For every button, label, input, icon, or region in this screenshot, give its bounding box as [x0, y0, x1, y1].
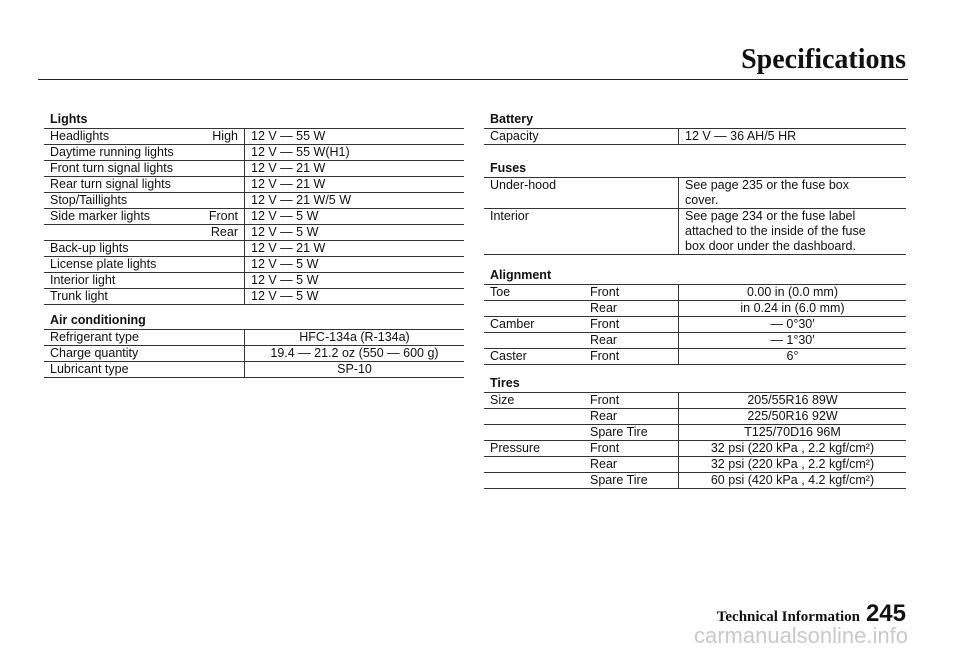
sub-label: Spare Tire: [590, 473, 648, 487]
tires-heading: Tires: [490, 376, 520, 390]
table-row: [44, 241, 464, 257]
table-row: [484, 317, 906, 333]
value-cell: 12 V — 55 W: [245, 129, 465, 145]
item-cell: [44, 161, 245, 177]
value-cell: 32 psi (220 kPa , 2.2 kgf/cm²): [679, 441, 907, 457]
item-label: Side marker lights: [50, 209, 151, 223]
item-label: Caster: [490, 349, 527, 363]
item-label: Lubricant type: [50, 362, 129, 376]
item-cell: [44, 145, 245, 161]
item-cell: [44, 209, 245, 225]
value-cell: T125/70D16 96M: [679, 425, 907, 441]
value-cell: [679, 209, 907, 255]
table-row: [484, 285, 906, 301]
value-cell: 12 V — 21 W/5 W: [245, 193, 465, 209]
table-row: [484, 209, 906, 255]
battery-table: [484, 128, 906, 145]
item-label: Rear turn signal lights: [50, 177, 171, 191]
alignment-table: [484, 284, 906, 365]
sub-label: Rear: [590, 333, 618, 347]
table-row: [484, 349, 906, 365]
table-row: [44, 257, 464, 273]
value-cell: 12 V — 55 W(H1): [245, 145, 465, 161]
value-cell: 6°: [679, 349, 907, 365]
alignment-heading: Alignment: [490, 268, 552, 282]
item-label: Under-hood: [490, 178, 557, 192]
fuses-heading: Fuses: [490, 161, 527, 175]
value-cell: 12 V — 5 W: [245, 225, 465, 241]
item-cell: [484, 409, 679, 425]
item-cell: [44, 225, 245, 241]
table-row: [44, 346, 464, 362]
sub-label: Rear: [590, 301, 618, 315]
item-cell: [484, 301, 679, 317]
table-row: [44, 161, 464, 177]
tires-table: [484, 392, 906, 489]
sub-label: High: [212, 129, 238, 143]
value-cell: 12 V — 36 AH/5 HR: [679, 129, 907, 145]
table-row: [44, 362, 464, 378]
item-label: Stop/Taillights: [50, 193, 128, 207]
item-cell: [44, 129, 245, 145]
table-row: [484, 441, 906, 457]
value-cell: 205/55R16 89W: [679, 393, 907, 409]
item-cell: [484, 333, 679, 349]
item-cell: [484, 317, 679, 333]
sub-label: Spare Tire: [590, 425, 648, 439]
table-row: [484, 333, 906, 349]
table-row: [44, 225, 464, 241]
sub-label: Front: [590, 285, 620, 299]
item-cell: [484, 129, 679, 145]
table-row: [44, 129, 464, 145]
item-label: Refrigerant type: [50, 330, 139, 344]
table-row: [44, 177, 464, 193]
table-row: [44, 330, 464, 346]
item-cell: [484, 209, 679, 255]
value-cell: 0.00 in (0.0 mm): [679, 285, 907, 301]
lights-heading: Lights: [50, 112, 88, 126]
value-cell: in 0.24 in (6.0 mm): [679, 301, 907, 317]
item-label: Interior: [490, 209, 529, 223]
item-cell: [44, 257, 245, 273]
table-row: [484, 473, 906, 489]
item-label: Capacity: [490, 129, 539, 143]
sub-label: Front: [590, 349, 620, 363]
item-cell: [484, 285, 679, 301]
item-label: Trunk light: [50, 289, 108, 303]
value-cell: 12 V — 5 W: [245, 209, 465, 225]
table-row: [44, 145, 464, 161]
table-row: [484, 393, 906, 409]
table-row: [44, 209, 464, 225]
item-label: Front turn signal lights: [50, 161, 173, 175]
value-cell: 60 psi (420 kPa , 4.2 kgf/cm²): [679, 473, 907, 489]
ac-table: [44, 329, 464, 378]
item-cell: [44, 177, 245, 193]
page-title: Specifications: [741, 44, 906, 75]
item-label: Daytime running lights: [50, 145, 174, 159]
item-cell: [44, 346, 245, 362]
item-cell: [44, 289, 245, 305]
value-cell: 12 V — 5 W: [245, 289, 465, 305]
value-cell: — 1°30′: [679, 333, 907, 349]
value-cell: 19.4 — 21.2 oz (550 — 600 g): [245, 346, 465, 362]
item-label: Pressure: [490, 441, 541, 455]
value-line: attached to the inside of the fuse: [685, 224, 866, 238]
item-cell: [484, 393, 679, 409]
item-label: Size: [490, 393, 515, 407]
table-row: [484, 457, 906, 473]
item-cell: [44, 241, 245, 257]
table-row: [484, 301, 906, 317]
item-label: Back-up lights: [50, 241, 129, 255]
value-cell: 12 V — 21 W: [245, 177, 465, 193]
sub-label: Front: [590, 393, 620, 407]
item-cell: [484, 441, 679, 457]
value-cell: — 0°30′: [679, 317, 907, 333]
value-cell: 225/50R16 92W: [679, 409, 907, 425]
item-label: Toe: [490, 285, 511, 299]
item-label: Charge quantity: [50, 346, 139, 360]
table-row: [44, 289, 464, 305]
sub-label: Rear: [210, 225, 238, 239]
fuses-table: [484, 177, 906, 255]
item-cell: [484, 457, 679, 473]
page-number: 245: [865, 600, 906, 627]
item-cell: [44, 273, 245, 289]
value-cell: 12 V — 5 W: [245, 273, 465, 289]
table-row: [484, 178, 906, 209]
item-cell: [44, 362, 245, 378]
item-label: Camber: [490, 317, 535, 331]
watermark: carmanualsonline.info: [693, 623, 908, 648]
table-row: [44, 193, 464, 209]
value-cell: [679, 178, 907, 209]
item-label: License plate lights: [50, 257, 157, 271]
item-cell: [44, 330, 245, 346]
sub-label: Front: [590, 317, 620, 331]
sub-label: Rear: [590, 457, 618, 471]
item-label: Interior light: [50, 273, 116, 287]
battery-heading: Battery: [490, 112, 534, 126]
sub-label: Rear: [590, 409, 618, 423]
item-cell: [484, 349, 679, 365]
header-rule: [38, 79, 908, 80]
ac-heading: Air conditioning: [50, 313, 146, 327]
value-cell: 32 psi (220 kPa , 2.2 kgf/cm²): [679, 457, 907, 473]
value-line: box door under the dashboard.: [685, 239, 856, 253]
value-cell: 12 V — 21 W: [245, 161, 465, 177]
sub-label: Front: [590, 441, 620, 455]
lights-table: [44, 128, 464, 305]
table-row: [484, 129, 906, 145]
value-cell: SP-10: [245, 362, 465, 378]
table-row: [44, 273, 464, 289]
value-cell: 12 V — 5 W: [245, 257, 465, 273]
sub-label: Front: [208, 209, 238, 223]
value-line: cover.: [685, 193, 719, 207]
item-label: Headlights: [50, 129, 110, 143]
table-row: [484, 425, 906, 441]
item-cell: [44, 193, 245, 209]
footer-section: Technical Information: [716, 609, 860, 625]
value-line: See page 234 or the fuse label: [685, 209, 856, 223]
value-line: See page 235 or the fuse box: [685, 178, 850, 192]
item-cell: [484, 473, 679, 489]
value-cell: HFC-134a (R-134a): [245, 330, 465, 346]
value-cell: 12 V — 21 W: [245, 241, 465, 257]
item-cell: [484, 425, 679, 441]
table-row: [484, 409, 906, 425]
item-cell: [484, 178, 679, 209]
